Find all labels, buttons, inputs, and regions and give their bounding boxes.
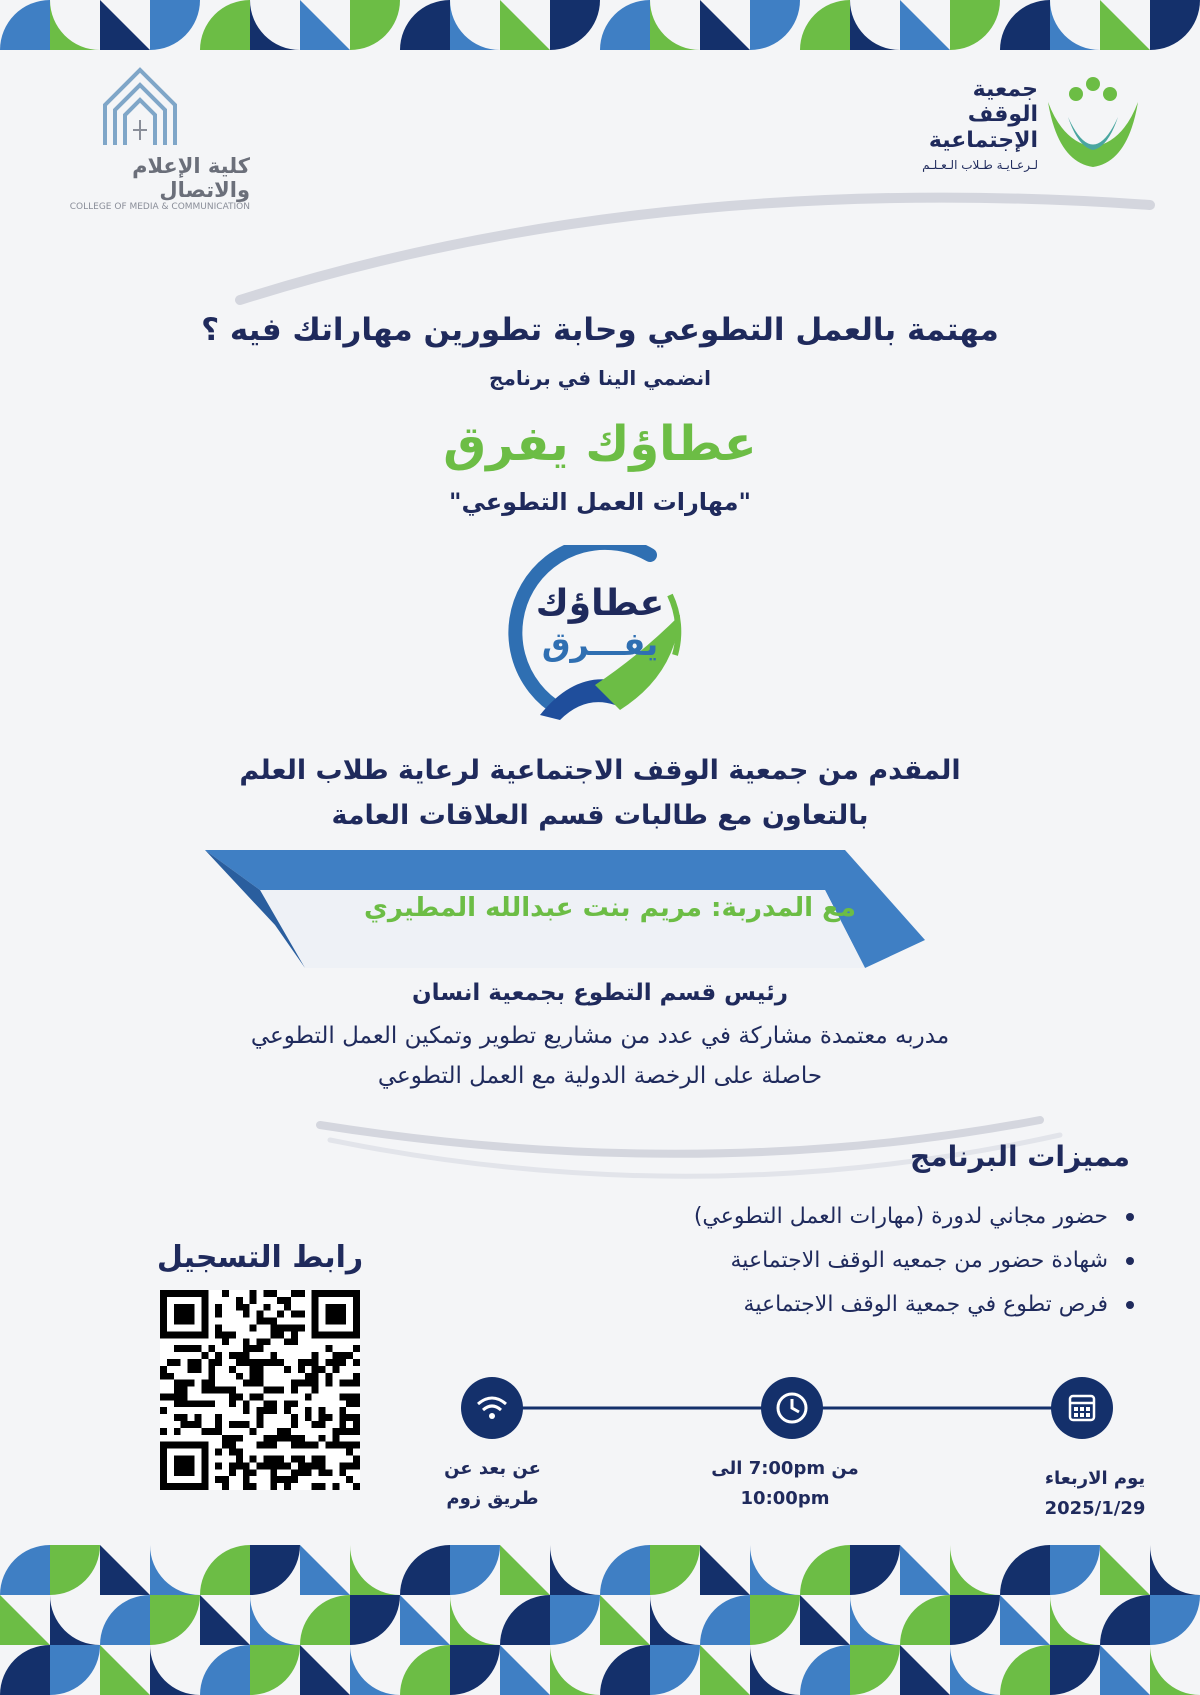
program-logo-line1: عطاؤك	[535, 583, 665, 624]
trainer-desc-2: حاصلة على الرخصة الدولية مع العمل التطوعي	[377, 1063, 823, 1089]
trainer-name: مع المدربة: مريم بنت عبدالله المطيري	[364, 893, 856, 923]
offered-by: المقدم من جمعية الوقف الاجتماعية لرعاية طلاب العلم	[239, 755, 961, 786]
program-subtitle: "مهارات العمل التطوعي"	[448, 488, 752, 516]
bottom-pattern-border	[0, 1545, 1200, 1695]
mode-line1: عن بعد عن	[444, 1458, 541, 1479]
feature-text: فرص تطوع في جمعية الوقف الاجتماعية	[743, 1292, 1108, 1317]
qr-code[interactable]	[160, 1290, 360, 1490]
date-line1: يوم الاربعاء	[1044, 1468, 1146, 1489]
schedule-timeline	[430, 1368, 1130, 1448]
program-logo-line2: يفـــرق	[541, 625, 659, 663]
registration-title: رابط التسجيل	[156, 1240, 364, 1275]
program-name: عطاؤك يفرق	[443, 416, 757, 472]
feature-text: حضور مجاني لدورة (مهارات العمل التطوعي)	[693, 1204, 1108, 1229]
list-item	[540, 1195, 1140, 1239]
society-name-line2: الوقف الإجتماعية	[928, 102, 1038, 153]
feature-text: شهادة حضور من جمعيه الوقف الاجتماعية	[730, 1248, 1108, 1273]
college-emblem-icon	[50, 60, 270, 150]
trainer-role: رئيس قسم التطوع بجمعية انسان	[412, 980, 788, 1006]
bullet-icon	[1126, 1257, 1134, 1265]
list-item	[540, 1283, 1140, 1327]
college-logo	[50, 60, 270, 212]
calendar-icon	[1051, 1377, 1113, 1439]
headline: مهتمة بالعمل التطوعي وحابة تطورين مهاراتك فيه ؟	[201, 312, 999, 348]
date-label	[1020, 1464, 1170, 1524]
bullet-icon	[1126, 1301, 1134, 1309]
mode-label	[400, 1454, 585, 1514]
time-line1: من 7:00pm الى	[711, 1458, 859, 1479]
features-title: مميزات البرنامج	[910, 1140, 1130, 1173]
top-pattern-border	[0, 0, 1200, 50]
join-line: انضمي الينا في برنامج	[489, 366, 711, 390]
wifi-icon	[461, 1377, 523, 1439]
mode-line2: طريق زوم	[446, 1488, 539, 1509]
cooperation-line: بالتعاون مع طالبات قسم العلاقات العامة	[331, 800, 869, 831]
society-emblem-icon	[1038, 72, 1148, 172]
time-line2: 10:00pm	[740, 1488, 830, 1509]
features-list	[540, 1195, 1140, 1327]
list-item	[540, 1239, 1140, 1283]
program-logo	[500, 545, 700, 730]
clock-icon	[761, 1377, 823, 1439]
bullet-icon	[1126, 1213, 1134, 1221]
college-name-en: COLLEGE OF MEDIA & COMMUNICATION	[69, 202, 250, 212]
society-name-line1: جمعية	[972, 77, 1038, 102]
date-line2: 2025/1/29	[1044, 1498, 1146, 1519]
time-label	[690, 1454, 880, 1514]
society-logo	[860, 78, 1150, 178]
society-name-line3: لـرعـايـة طـلاب الـعـلـم	[922, 158, 1038, 172]
college-name-ar: كلية الإعلام والاتصال	[132, 154, 250, 202]
trainer-desc-1: مدربه معتمدة مشاركة في عدد من مشاريع تطوير وتمكين العمل التطوعي	[250, 1023, 950, 1049]
